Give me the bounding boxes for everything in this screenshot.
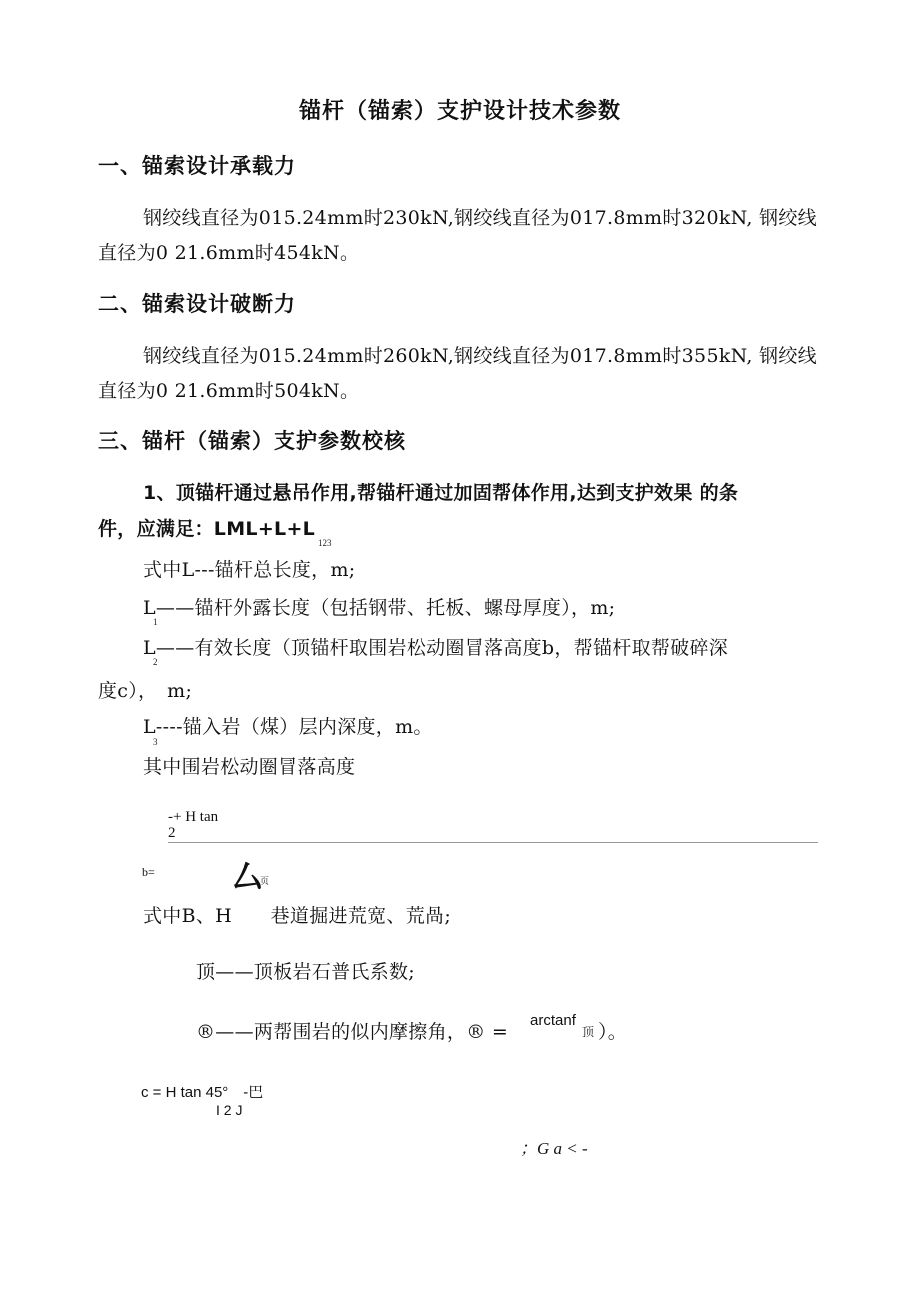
arctan-text: arctanf (530, 1012, 576, 1029)
section-2-line-2: 直径为0 21.6mm时504kN。 (98, 380, 360, 402)
formula-c-line-1: c = H tan 45° -巴 (141, 1084, 264, 1101)
page-title: 锚杆（锚索）支护设计技术参数 (298, 99, 621, 124)
L3-line: L----锚入岩（煤）层内深度，m。 (143, 716, 433, 738)
L1-line: L——锚杆外露长度（包括钢带、托板、螺母厚度），m; (143, 597, 616, 619)
section-1-line-1: 钢绞线直径为015.24mm时230kN,钢绞线直径为017.8mm时320kN, 钢绞线 (143, 207, 817, 229)
fraction-rule (168, 842, 818, 843)
def-phi: ®——两帮围岩的似内摩擦角，® = (196, 1021, 509, 1043)
formula-b-glyph-sub: 页 (260, 876, 270, 886)
where-L-line: 式中L---锚杆总长度，m; (143, 559, 356, 581)
L2-line: L——有效长度（顶锚杆取围岩松动圈冒落高度b，帮锚杆取帮破碎深 (143, 637, 729, 659)
section-heading-1: 一、锚索设计承载力 (98, 154, 296, 178)
item-1-line-1: 1、顶锚杆通过悬吊作用,帮锚杆通过加固帮体作用,达到支护效果 的条 (143, 482, 739, 504)
formula-c-line-2: I 2 J (216, 1102, 243, 1118)
def-f: 顶——顶板岩石普氏系数; (196, 961, 416, 983)
section-1-line-2: 直径为0 21.6mm时454kN。 (98, 242, 360, 264)
formula-b-denominator: 2 (168, 825, 176, 841)
item-1-line-2: 件，应满足：LML+L+L (98, 518, 316, 540)
def-BH: 式中B、H 巷道掘进荒宽、荒咼; (143, 905, 452, 927)
formula-c-tail: ；G a < - (520, 1139, 588, 1158)
formula-b-numerator: -+ H tan (168, 809, 219, 825)
arctan-sub: 顶 (582, 1025, 595, 1039)
phi-end: ）。 (598, 1021, 628, 1043)
section-heading-2: 二、锚索设计破断力 (98, 292, 296, 316)
subscript-3: 3 (153, 737, 158, 747)
subscript-1: 1 (153, 617, 158, 627)
formula-b-label: b= (142, 865, 155, 879)
L2-continuation: 度c）， m; (98, 680, 193, 702)
section-heading-3: 三、锚杆（锚索）支护参数校核 (98, 429, 406, 453)
subscript-123: 123 (318, 538, 332, 548)
loose-zone-line: 其中围岩松动圈冒落高度 (143, 756, 356, 778)
subscript-2: 2 (153, 657, 158, 667)
formula-b-glyph: 厶 (232, 860, 262, 895)
section-2-line-1: 钢绞线直径为015.24mm时260kN,钢绞线直径为017.8mm时355kN, 钢绞线 (143, 345, 817, 367)
